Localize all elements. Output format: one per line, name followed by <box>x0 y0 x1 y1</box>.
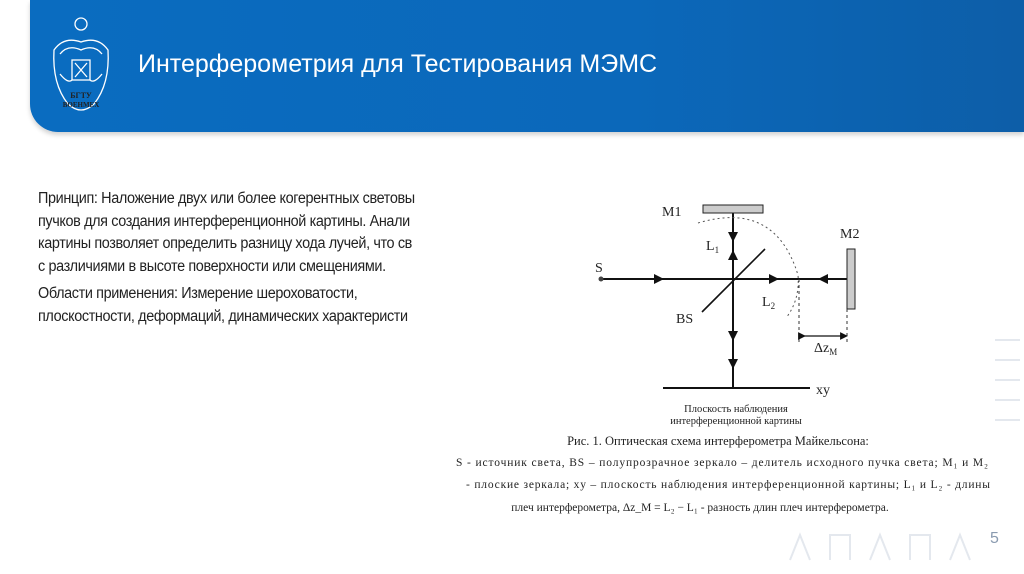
text-line: плоскостности, деформаций, динамических характеристи <box>38 307 408 325</box>
beam-arrows <box>654 232 828 369</box>
mirror-m1 <box>703 205 763 213</box>
label-m2: M2 <box>840 227 860 242</box>
text-line: с различиями в высоте поверхности или смещениями. <box>38 257 386 275</box>
light-source-dot <box>599 277 604 282</box>
text-line: Области применения: Измерение шероховатости, <box>38 285 358 302</box>
label-l2: $L_2$ <box>762 295 776 311</box>
label-l1: $L_1$ <box>706 239 720 255</box>
plane-caption: интерференционной картины <box>670 416 802 427</box>
mirror-m2 <box>847 249 855 309</box>
label-delta-z: $\Delta z_M$ <box>814 341 838 357</box>
label-xy: xy <box>816 383 830 398</box>
logo-text-bgtu: БГТУ <box>70 91 92 100</box>
figure-caption-title: Рис. 1. Оптическая схема интерферометра Майкельсона: <box>567 434 869 448</box>
label-bs: BS <box>676 312 694 327</box>
figure-caption-line: плеч интерферометра, Δz_M = L₂ − L₁ - разность длин плеч интерферометра. <box>511 502 889 514</box>
plane-caption: Плоскость наблюдения <box>684 404 788 415</box>
figure-caption-line: - плоские зеркала; xy – плоскость наблюдения интерференционной картины; L₁ и L₂ - длины <box>466 479 990 491</box>
dotted-arc <box>698 218 798 318</box>
text-line: Принцип: Наложение двух или более когерентных световы <box>38 190 415 207</box>
page-number: 5 <box>990 530 999 547</box>
figure-caption-line: S - источник света, BS – полупрозрачное зеркало – делитель исходного пучка света; M₁ и M₂ <box>456 457 988 469</box>
decorative-watermark <box>790 340 1020 560</box>
text-line: пучков для создания интерференционной картины. Анали <box>38 212 410 230</box>
text-line: картины позволяет определить разницу хода лучей, что св <box>38 235 412 252</box>
label-s: S <box>595 261 603 276</box>
logo-text-voenmeh: ВОЕНМЕХ <box>62 101 100 109</box>
label-m1: M1 <box>662 205 682 220</box>
slide-title: Интерферометрия для Тестирования МЭМС <box>138 50 658 78</box>
